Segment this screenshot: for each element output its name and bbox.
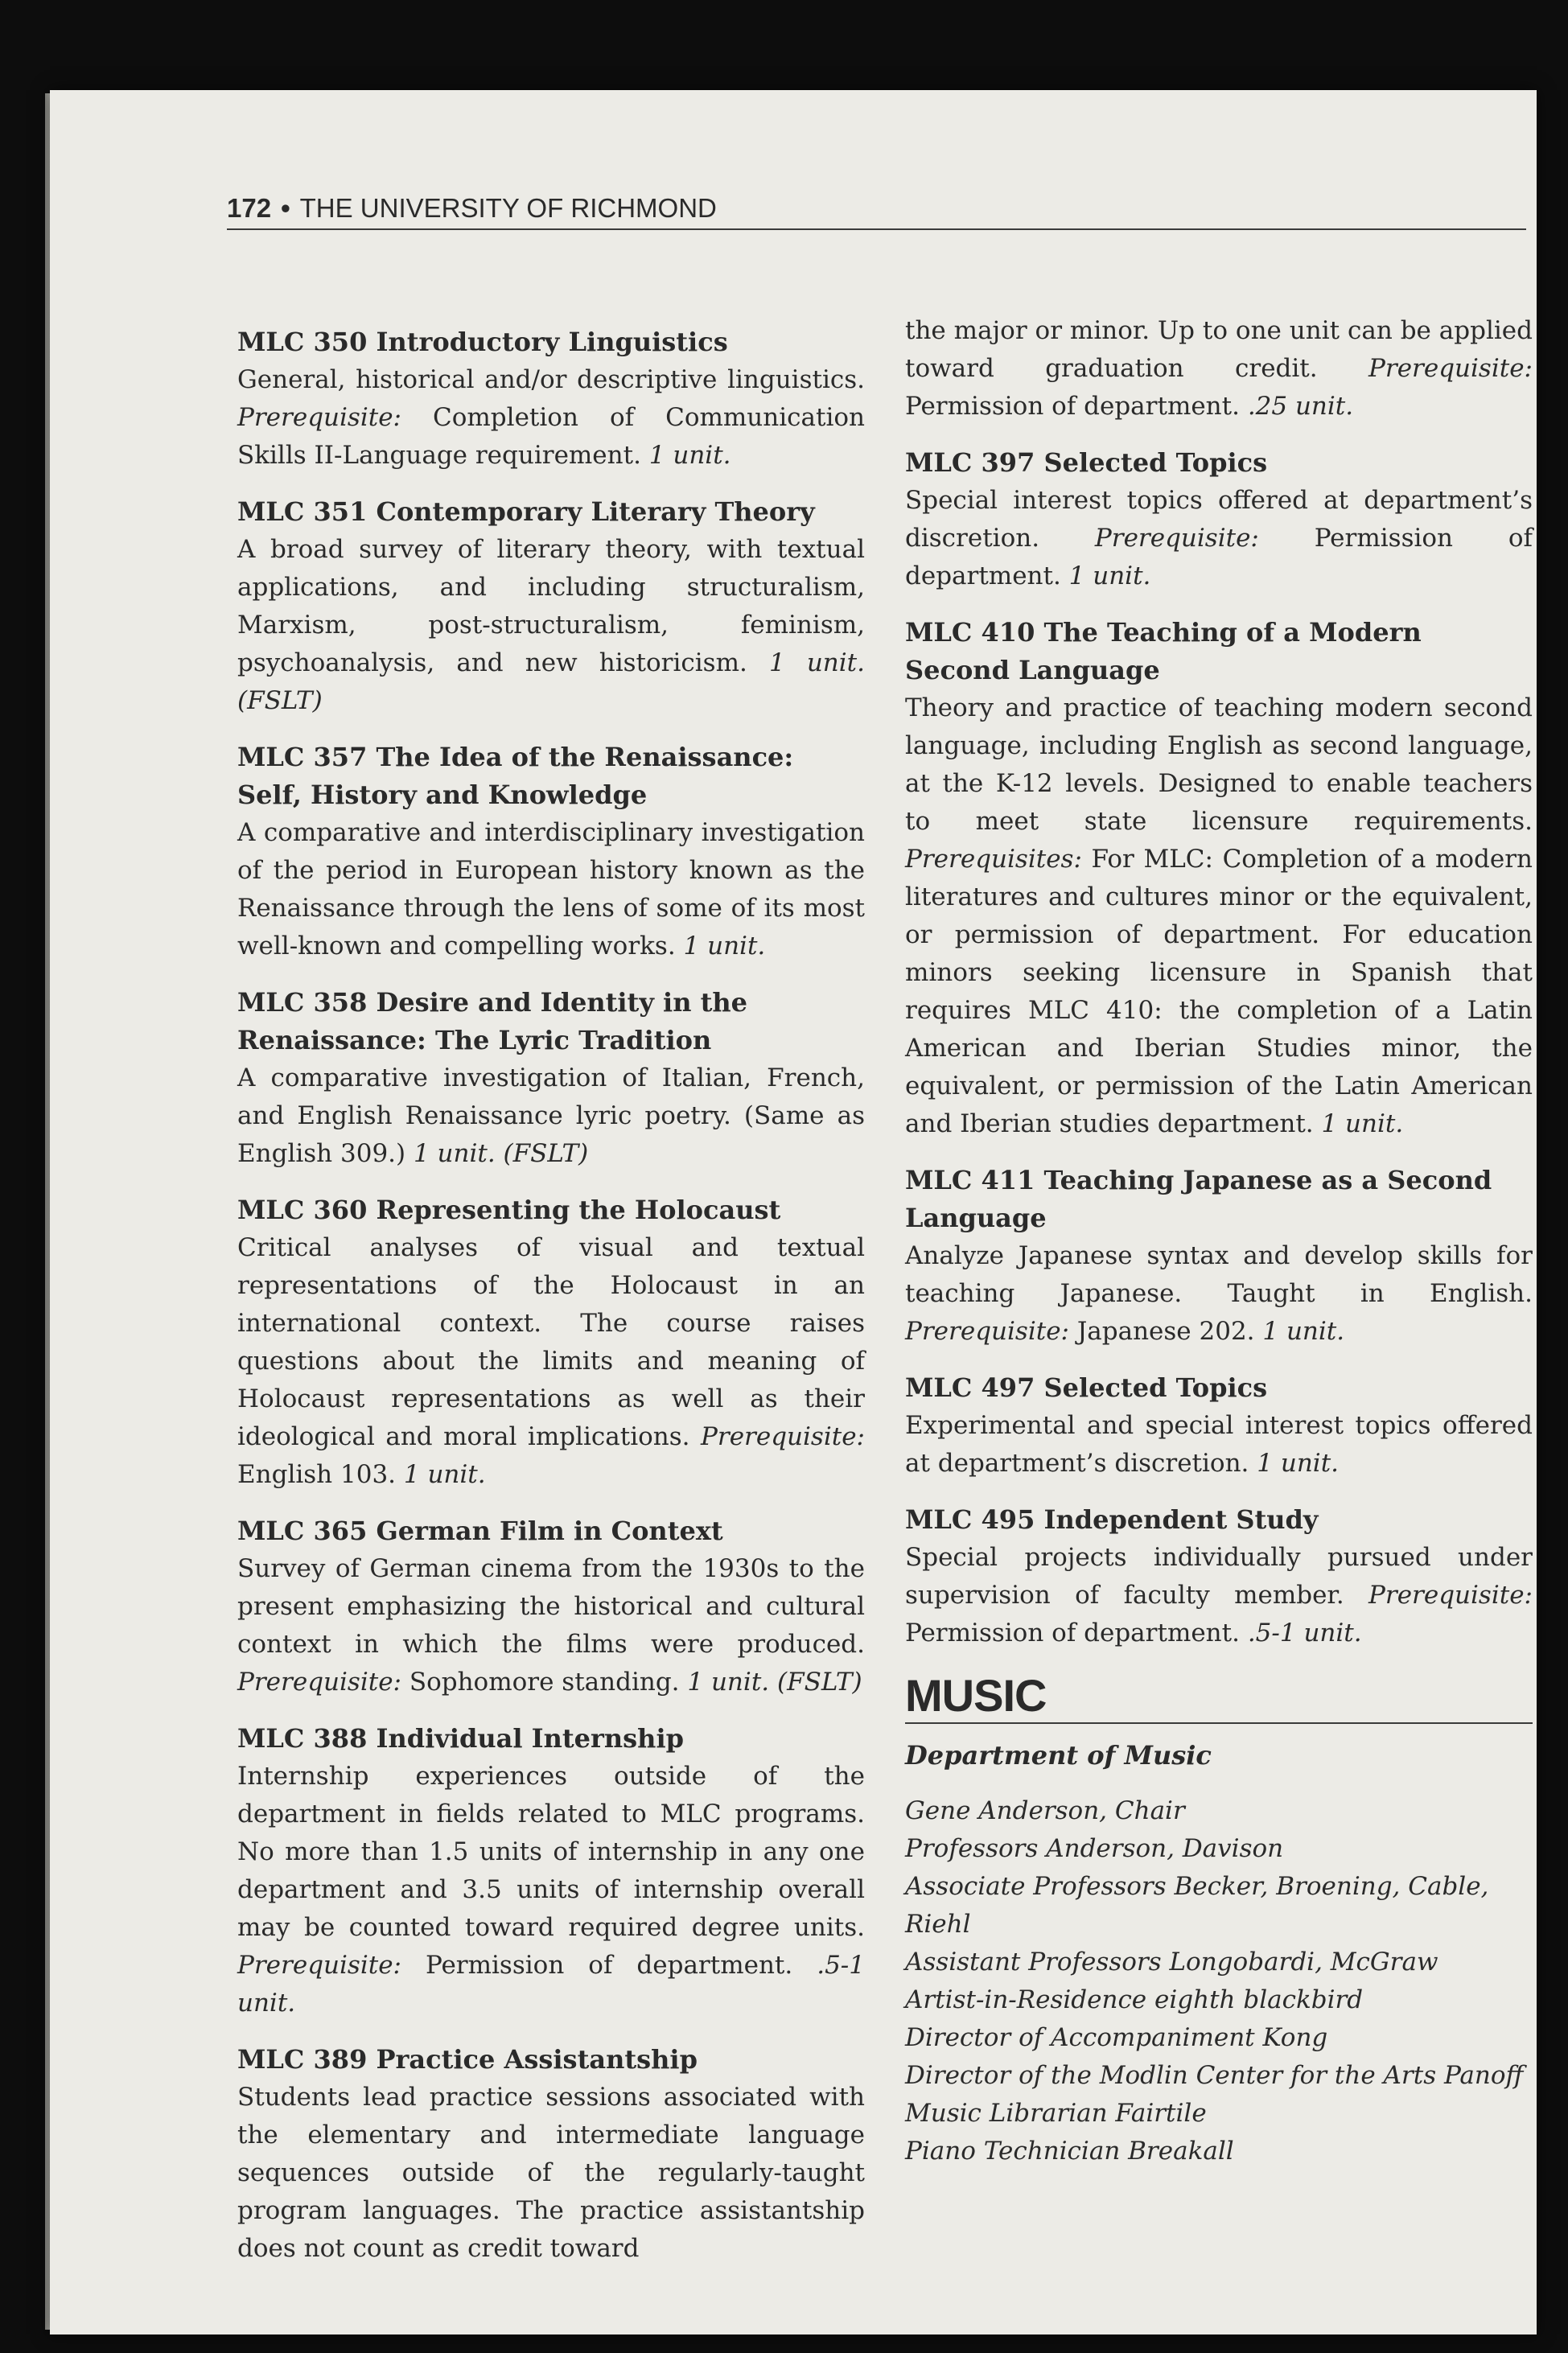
course-entry: [237, 1191, 865, 1494]
units: 1 unit.: [403, 1460, 486, 1489]
course-title: MLC 497 Selected Topics: [905, 1372, 1268, 1403]
entry-text: A broad survey of literary theory, with textual applications, and including structuralism, Marxism, post-structuralism, feminism, psychoanalysis, and new historicism.: [237, 535, 865, 677]
course-description: [237, 814, 865, 965]
prereq-text: Sophomore standing.: [401, 1668, 688, 1697]
course-title: MLC 388 Individual Internship: [237, 1723, 684, 1754]
entry-text: A comparative and interdisciplinary investigation of the period in European history known as the Renaissance through the lens of some of its most well-known and compelling works.: [237, 818, 865, 961]
course-description: [237, 531, 865, 720]
course-title: MLC 360 Representing the Holocaust: [237, 1195, 781, 1225]
entry-text: Analyze Japanese syntax and develop skills for teaching Japanese. Taught in English.: [905, 1241, 1533, 1308]
course-description: [905, 482, 1533, 595]
course-description: [237, 1229, 865, 1494]
course-entry: [905, 1162, 1533, 1351]
faculty-line: Director of the Modlin Center for the Arts Panoff: [905, 2061, 1524, 2090]
faculty-line: Music Librarian Fairtile: [905, 2099, 1207, 2128]
course-entry: [905, 1369, 1533, 1483]
running-header: [227, 190, 1526, 230]
header-bullet: •: [281, 193, 290, 223]
course-description: [237, 1550, 865, 1701]
faculty-line: Gene Anderson, Chair: [905, 1796, 1185, 1825]
prereq-text: Permission of department.: [905, 524, 1533, 590]
course-title: MLC 397 Selected Topics: [905, 447, 1268, 478]
units: 1 unit. (FSLT): [237, 648, 865, 715]
prereq-label: Prerequisite:: [237, 1951, 401, 1980]
entry-text: Experimental and special interest topics offered at department’s discretion.: [905, 1411, 1533, 1478]
faculty-line: Artist-in-Residence eighth blackbird: [905, 1985, 1364, 2014]
right-column: [905, 312, 1533, 2170]
course-description: [237, 1758, 865, 2022]
entry-text: Special projects individually pursued under supervision of faculty member.: [905, 1543, 1533, 1610]
prereq-text: For MLC: Completion of a modern literatures and cultures minor or the equivalent, or permission of department. For education minors seeking licensure in Spanish that requires MLC 410: the completion of a Latin American and Iberian Studies minor, the equivalent, or permission of the Latin American and Iberian studies department.: [905, 845, 1533, 1138]
prereq-text: English 103.: [237, 1460, 404, 1489]
course-entry: [237, 493, 865, 720]
entry-text: the major or minor. Up to one unit can be applied toward graduation credit.: [905, 316, 1533, 383]
course-entry: [237, 738, 865, 965]
course-description: [905, 1539, 1533, 1652]
course-title: MLC 495 Independent Study: [905, 1504, 1319, 1535]
course-entry: [237, 2041, 865, 2268]
faculty-list: [905, 1792, 1533, 2170]
units: 1 unit.: [1257, 1449, 1340, 1478]
course-entry: [905, 1501, 1533, 1652]
entry-text: A comparative investigation of Italian, French, and English Renaissance lyric poetry. (Same as English 309.): [237, 1063, 865, 1168]
header-title: THE UNIVERSITY OF RICHMOND: [299, 193, 717, 223]
units: 1 unit.: [1321, 1109, 1404, 1138]
units: 1 unit.: [1068, 562, 1151, 590]
units: 1 unit. (FSLT): [413, 1139, 589, 1168]
course-entry: [237, 323, 865, 475]
units: .5-1 unit.: [1247, 1619, 1362, 1648]
faculty-line: Professors Anderson, Davison: [905, 1834, 1284, 1863]
course-description: [237, 2079, 865, 2268]
music-heading: MUSIC: [905, 1671, 1533, 1724]
course-entry: [237, 984, 865, 1173]
entry-text: Critical analyses of visual and textual representations of the Holocaust in an international context. The course raises questions about the limits and meaning of Holocaust representations as well as their ideological and moral implications.: [237, 1233, 865, 1451]
faculty-line: Associate Professors Becker, Broening, Cable, Riehl: [905, 1872, 1489, 1939]
prereq-label: Prerequisite:: [237, 1668, 401, 1697]
units: 1 unit.: [1262, 1317, 1345, 1346]
course-description: [237, 1059, 865, 1173]
course-description: [905, 1407, 1533, 1483]
prereq-label: Prerequisite:: [237, 403, 401, 432]
units: 1 unit.: [648, 441, 731, 470]
department-title: Department of Music: [905, 1740, 1212, 1771]
course-title: MLC 358 Desire and Identity in the Renaissance: The Lyric Tradition: [237, 987, 748, 1055]
course-entry: [237, 1512, 865, 1701]
continued-entry: [905, 312, 1533, 426]
prereq-label: Prerequisite:: [1368, 1581, 1533, 1610]
entry-text: Students lead practice sessions associated with the elementary and intermediate language sequences outside of the regularly-taught program languages. The practice assistantship does not count as credit toward: [237, 2083, 865, 2263]
prereq-label: Prerequisite:: [1094, 524, 1259, 553]
prereq-text: Permission of department.: [401, 1951, 817, 1980]
units: 1 unit.: [683, 932, 766, 961]
units: .25 unit.: [1247, 392, 1354, 421]
entry-text: Theory and practice of teaching modern second language, including English as second language, at the K-12 levels. Designed to enable teachers to meet state licensure requirements.: [905, 693, 1533, 836]
units: .5-1 unit.: [237, 1951, 865, 2018]
faculty-line: Assistant Professors Longobardi, McGraw: [905, 1948, 1438, 1977]
prereq-label: Prerequisite:: [1368, 354, 1533, 383]
units: 1 unit. (FSLT): [687, 1668, 862, 1697]
course-title: MLC 350 Introductory Linguistics: [237, 327, 728, 357]
page-number: 172: [227, 193, 272, 223]
right-entries: [905, 444, 1533, 1652]
prereq-text: Permission of department.: [905, 1619, 1248, 1648]
course-title: MLC 389 Practice Assistantship: [237, 2044, 698, 2075]
course-title: MLC 411 Teaching Japanese as a Second Language: [905, 1165, 1492, 1233]
prereq-text: Japanese 202.: [1068, 1317, 1263, 1346]
course-description: [905, 689, 1533, 1143]
faculty-line: Director of Accompaniment Kong: [905, 2023, 1328, 2052]
prereq-label: Prerequisites:: [905, 845, 1082, 874]
prereq-label: Prerequisite:: [701, 1422, 865, 1451]
entry-text: Internship experiences outside of the department in fields related to MLC programs. No more than 1.5 units of internship in any one department and 3.5 units of internship overall may be counted toward required degree units.: [237, 1762, 865, 1942]
entry-text: Special interest topics offered at department’s discretion.: [905, 486, 1533, 553]
prereq-label: Prerequisite:: [905, 1317, 1069, 1346]
prereq-text: Permission of department.: [905, 392, 1248, 421]
course-title: MLC 357 The Idea of the Renaissance: Self, History and Knowledge: [237, 742, 794, 810]
course-entry: [905, 444, 1533, 595]
course-title: MLC 351 Contemporary Literary Theory: [237, 496, 815, 527]
course-description: [905, 1237, 1533, 1351]
course-title: MLC 365 German Film in Context: [237, 1516, 723, 1546]
left-column: [237, 323, 865, 2286]
course-title: MLC 410 The Teaching of a Modern Second Language: [905, 617, 1422, 685]
entry-text: Survey of German cinema from the 1930s to the present emphasizing the historical and cultural context in which the films were produced.: [237, 1554, 865, 1659]
course-entry: [905, 614, 1533, 1143]
entry-text: General, historical and/or descriptive linguistics.: [237, 365, 865, 394]
prereq-text: Completion of Communication Skills II-Language requirement.: [237, 403, 865, 470]
entry-body: [905, 312, 1533, 426]
course-entry: [237, 1720, 865, 2022]
faculty-line: Piano Technician Breakall: [905, 2137, 1234, 2166]
course-description: [237, 361, 865, 475]
